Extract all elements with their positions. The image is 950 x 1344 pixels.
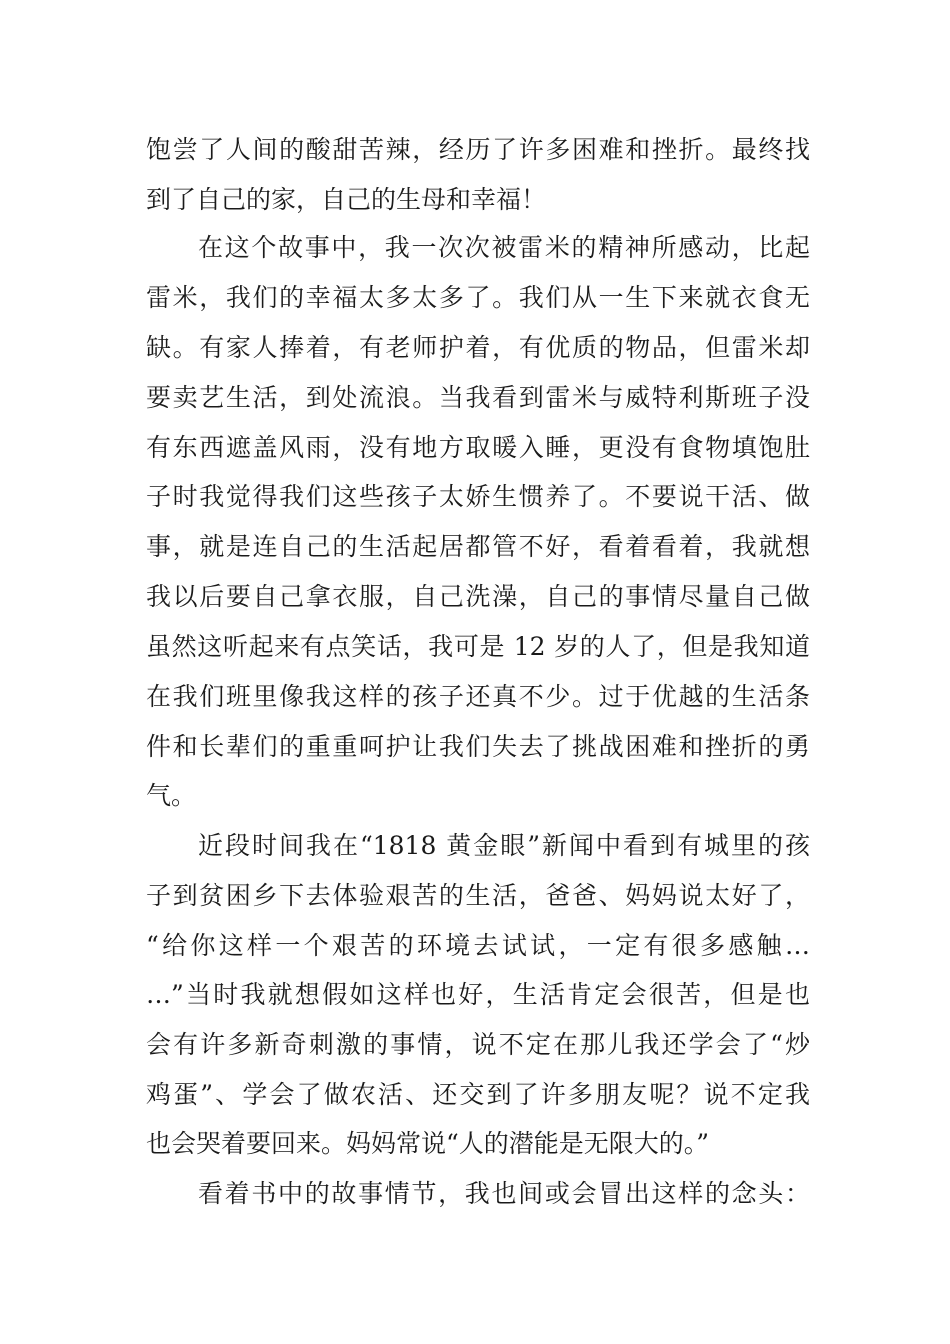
text-line: 雷米，我们的幸福太多太多了。我们从一生下来就衣食无 [146,283,810,312]
text-line: 鸡蛋”、学会了做农活、还交到了许多朋友呢？说不定我 [146,1080,810,1109]
paragraph-start-line: 在这个故事中，我一次次被雷米的精神所感动，比起 [198,233,810,262]
text-line: 虽然这听起来有点笑话，我可是 12 岁的人了，但是我知道 [146,632,810,661]
text-line: 气。 [146,781,197,810]
text-line: …”当时我就想假如这样也好，生活肯定会很苦，但是也 [146,980,810,1009]
text-line: 在我们班里像我这样的孩子还真不少。过于优越的生活条 [146,682,810,711]
text-line: 件和长辈们的重重呵护让我们失去了挑战困难和挫折的勇 [146,732,810,761]
text-line: “给你这样一个艰苦的环境去试试，一定有很多感触… [146,931,810,960]
paragraph-start-line: 近段时间我在“1818 黄金眼”新闻中看到有城里的孩 [198,831,810,860]
text-line: 会有许多新奇刺激的事情，说不定在那儿我还学会了“炒 [146,1030,810,1059]
text-line: 事，就是连自己的生活起居都管不好，看着看着，我就想 [146,532,810,561]
text-line: 缺。有家人捧着，有老师护着，有优质的物品，但雷米却 [146,333,810,362]
text-line: 饱尝了人间的酸甜苦辣，经历了许多困难和挫折。最终找 [146,135,810,164]
text-line: 到了自己的家，自己的生母和幸福！ [146,185,547,214]
text-line: 我以后要自己拿衣服，自己洗澡，自己的事情尽量自己做 [146,582,810,611]
paragraph-start-line: 看着书中的故事情节，我也间或会冒出这样的念头： [198,1179,810,1208]
text-line: 要卖艺生活，到处流浪。当我看到雷米与威特利斯班子没 [146,383,810,412]
text-line: 子到贫困乡下去体验艰苦的生活，爸爸、妈妈说太好了， [146,881,810,910]
text-line: 有东西遮盖风雨，没有地方取暖入睡，更没有食物填饱肚 [146,433,810,462]
text-line: 子时我觉得我们这些孩子太娇生惯养了。不要说干活、做 [146,482,810,511]
text-line: 也会哭着要回来。妈妈常说“人的潜能是无限大的。” [146,1129,710,1158]
